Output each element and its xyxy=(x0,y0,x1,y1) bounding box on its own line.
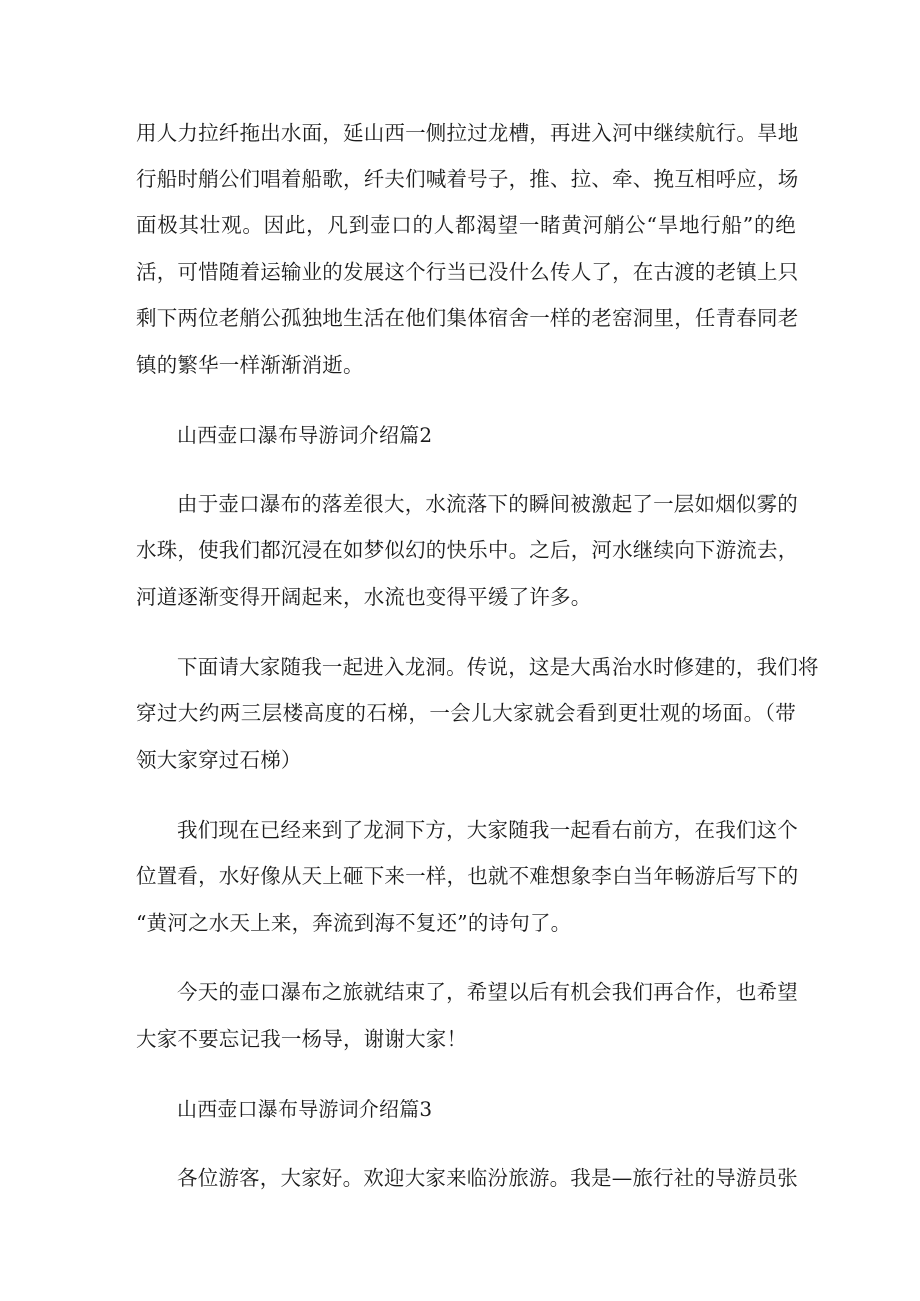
paragraph-2-line-3: 河道逐渐变得开阔起来，水流也变得平缓了许多。 xyxy=(136,585,592,609)
paragraph-4-line-1: 我们现在已经来到了龙洞下方，大家随我一起看右前方，在我们这个 xyxy=(177,818,798,842)
paragraph-1-line-3: 面极其壮观。因此，凡到壶口的人都渴望一睹黄河艄公“旱地行船”的绝 xyxy=(136,213,796,237)
paragraph-3-line-3: 领大家穿过石梯） xyxy=(136,748,302,772)
paragraph-3-line-1: 下面请大家随我一起进入龙洞。传说，这是大禹治水时修建的，我们将 xyxy=(177,655,819,679)
paragraph-6-line-1: 各位游客，大家好。欢迎大家来临汾旅游。我是—旅行社的导游员张 xyxy=(177,1166,798,1190)
paragraph-5-line-1: 今天的壶口瀑布之旅就结束了，希望以后有机会我们再合作，也希望 xyxy=(177,980,798,1004)
paragraph-5-line-2: 大家不要忘记我一杨导，谢谢大家！ xyxy=(136,1027,468,1051)
paragraph-1-line-2: 行船时艄公们唱着船歌，纤夫们喊着号子，推、拉、牵、挽互相呼应，场 xyxy=(136,167,799,191)
paragraph-1-line-6: 镇的繁华一样渐渐消逝。 xyxy=(136,353,364,377)
paragraph-4-line-3: “黄河之水天上来，奔流到海不复还”的诗句了。 xyxy=(136,911,572,935)
paragraph-2-line-1: 由于壶口瀑布的落差很大，水流落下的瞬间被激起了一层如烟似雾的 xyxy=(177,492,798,516)
paragraph-1-line-5: 剩下两位老艄公孤独地生活在他们集体宿舍一样的老窑洞里，任青春同老 xyxy=(136,306,799,330)
paragraph-4-line-2: 位置看，水好像从天上砸下来一样，也就不难想象李白当年畅游后写下的 xyxy=(136,864,799,888)
section-heading-3: 山西壶口瀑布导游词介绍篇3 xyxy=(177,1097,433,1121)
paragraph-1-line-4: 活，可惜随着运输业的发展这个行当已没什么传人了，在古渡的老镇上只 xyxy=(136,260,799,284)
paragraph-1-line-1: 用人力拉纤拖出水面，延山西一侧拉过龙槽，再进入河中继续航行。旱地 xyxy=(136,121,799,145)
section-heading-2: 山西壶口瀑布导游词介绍篇2 xyxy=(177,423,433,447)
paragraph-3-line-2: 穿过大约两三层楼高度的石梯，一会儿大家就会看到更壮观的场面。（带 xyxy=(136,701,796,725)
paragraph-2-line-2: 水珠，使我们都沉浸在如梦似幻的快乐中。之后，河水继续向下游流去， xyxy=(136,538,799,562)
